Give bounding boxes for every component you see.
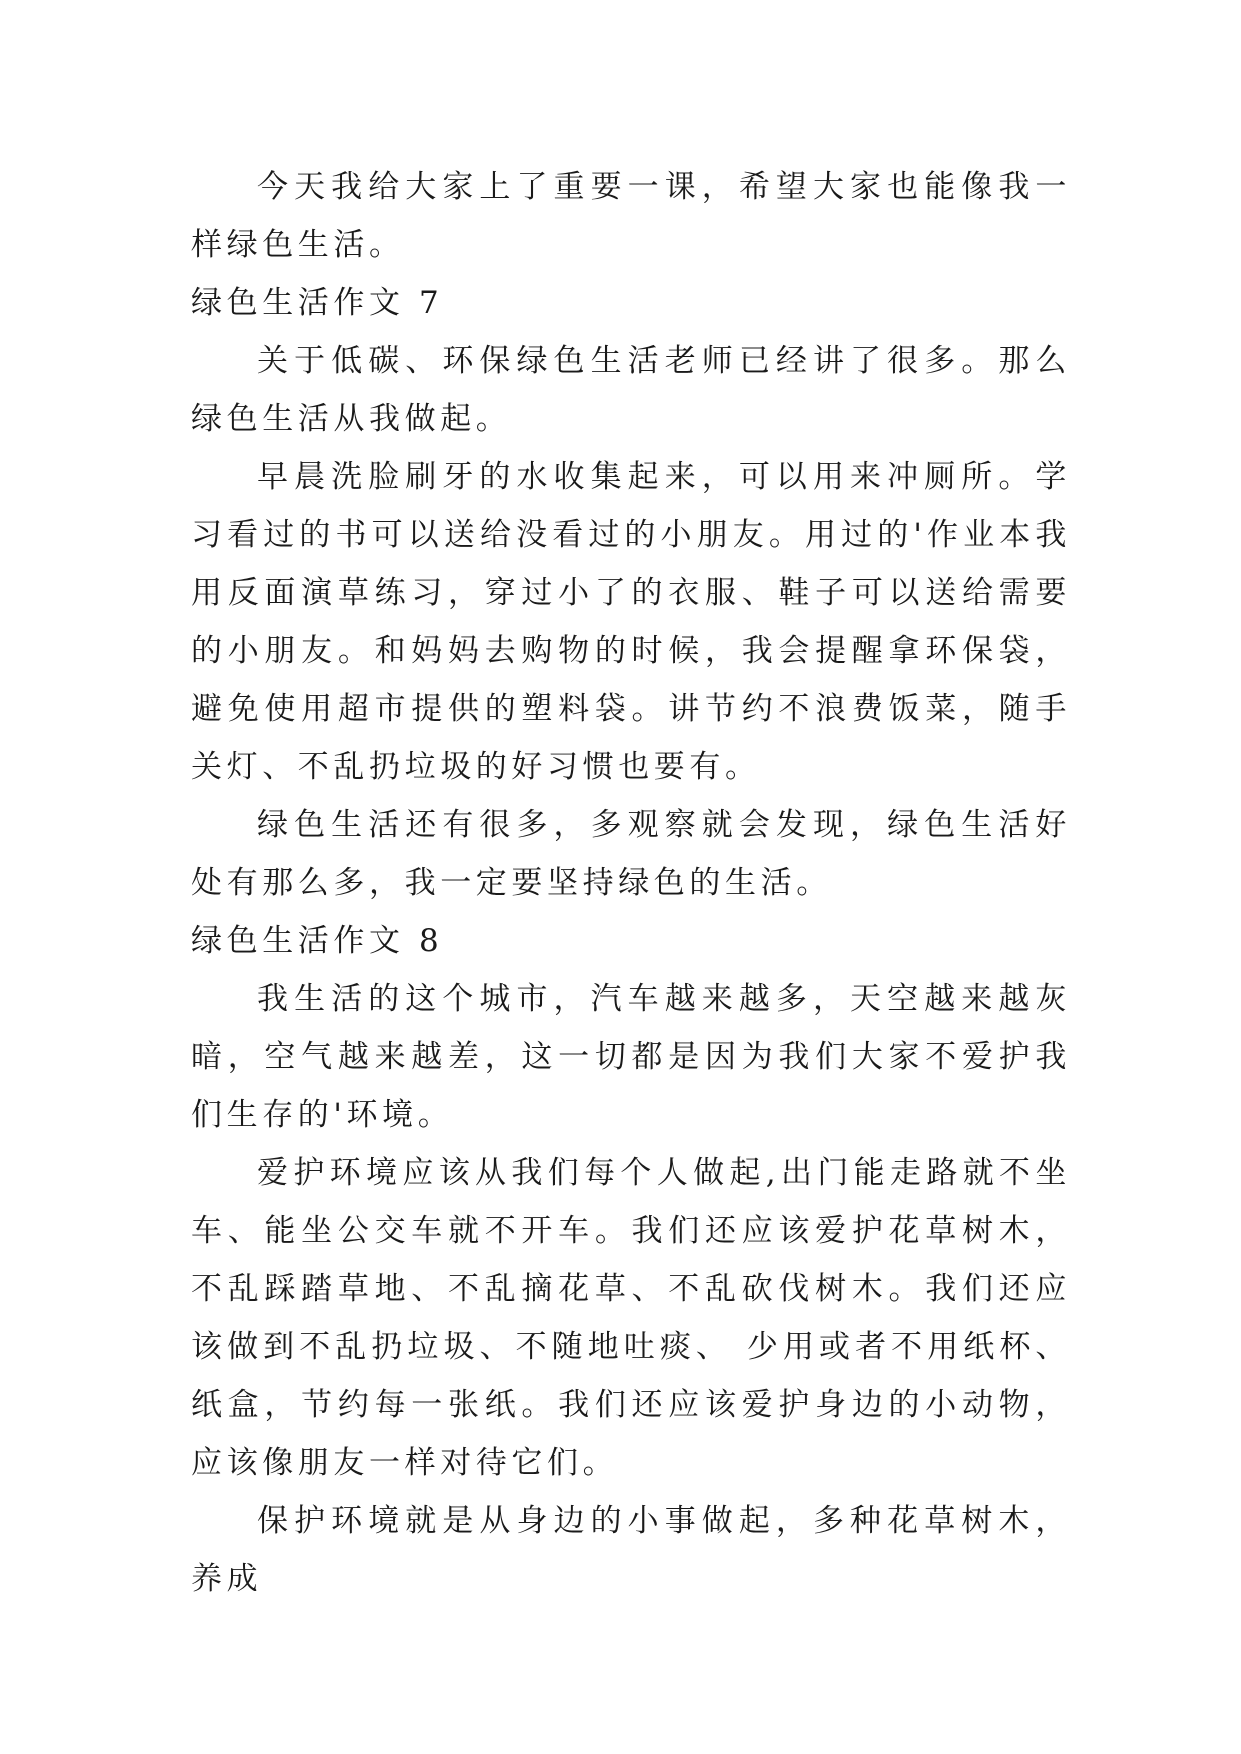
paragraph: 关于低碳、环保绿色生活老师已经讲了很多。那么绿色生活从我做起。 [191,343,1071,437]
paragraph: 绿色生活还有很多，多观察就会发现，绿色生活好处有那么多，我一定要坚持绿色的生活。 [191,807,1071,901]
paragraph: 保护环境就是从身边的小事做起，多种花草树木，养成 [191,1503,1071,1597]
paragraph: 早晨洗脸刷牙的水收集起来，可以用来冲厕所。学习看过的书可以送给没看过的小朋友。用过的'作业本我用反面演草练习，穿过小了的衣服、鞋子可以送给需要的小朋友。和妈妈去购物的时候，我会提醒拿环保袋，避免使用超市提供的塑料袋。讲节约不浪费饭菜，随手关灯、不乱扔垃圾的好习惯也要有。 [191,459,1071,785]
paragraph: 我生活的这个城市，汽车越来越多，天空越来越灰暗，空气越来越差，这一切都是因为我们大家不爱护我们生存的'环境。 [191,981,1071,1133]
document-body [191,158,1071,1608]
section-heading: 绿色生活作文 8 [191,923,444,959]
section-heading: 绿色生活作文 7 [191,285,444,321]
paragraph: 今天我给大家上了重要一课，希望大家也能像我一样绿色生活。 [191,169,1071,263]
paragraph: 爱护环境应该从我们每个人做起,出门能走路就不坐车、能坐公交车就不开车。我们还应该爱护花草树木，不乱踩踏草地、不乱摘花草、不乱砍伐树木。我们还应该做到不乱扔垃圾、不随地吐痰、 少用或者不用纸杯、纸盒，节约每一张纸。我们还应该爱护身边的小动物，应该像朋友一样对待它们。 [191,1155,1071,1481]
